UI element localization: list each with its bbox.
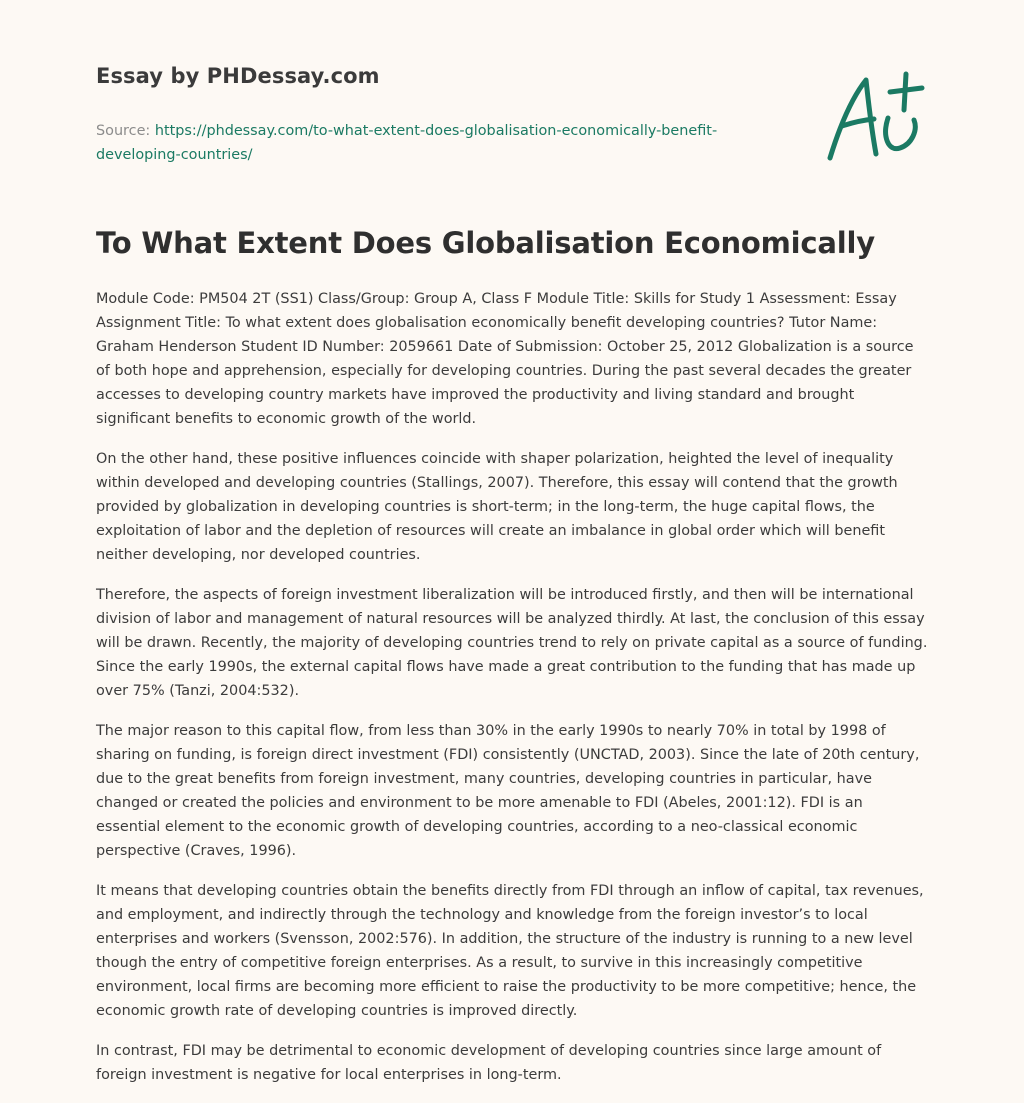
- article-title: To What Extent Does Globalisation Economically: [96, 226, 875, 260]
- logo-hook: [886, 118, 916, 149]
- paragraph: On the other hand, these positive influences coincide with shaper polarization, heighted the level of inequality within developed and developing countries (Stallings, 2007). Therefore, this essay will contend that the growth provided by globalization in developing countries is short-term; in the long-term, the huge capital flows, the exploitation of labor and the depletion of resources will create an imbalance in global order which will benefit neither developing, nor developed countries.: [96, 451, 898, 563]
- a-plus-grade-logo-icon: [822, 70, 926, 166]
- brand-title: Essay by PHDessay.com: [96, 64, 380, 88]
- paragraph: Therefore, the aspects of foreign investment liberalization will be introduced firstly, and then will be international division of labor and management of natural resources will be analyzed thirdly. At last, the conclusion of this essay will be drawn. Recently, the majority of developing countries trend to rely on private capital as a source of funding. Since the early 1990s, the external capital flows have made a great contribution to the funding that has made up over 75% (Tanzi, 2004:532).: [96, 587, 928, 699]
- paragraph: It means that developing countries obtain the benefits directly from FDI through an inflow of capital, tax revenues, and employment, and indirectly through the technology and knowledge from the foreign investor’s to local enterprises and workers (Svensson, 2002:576). In addition, the structure of the industry is running to a new level though the entry of competitive foreign enterprises. As a result, to survive in this increasingly competitive environment, local firms are becoming more efficient to raise the productivity to be more competitive; hence, the economic growth rate of developing countries is improved directly.: [96, 883, 924, 1019]
- source-label: Source:: [96, 123, 155, 139]
- paragraph: Module Code: PM504 2T (SS1) Class/Group: Group A, Class F Module Title: Skills for Study 1 Assessment: Essay Assignment Title: To what extent does globalisation economically benefit developing countries? Tutor Name: Graham Henderson Student ID Number: 2059661 Date of Submission: October 25, 2012 Globalization is a source of both hope and apprehension, especially for developing countries. During the past several decades the greater accesses to developing country markets have improved the productivity and living standard and brought significant benefits to economic growth of the world.: [96, 291, 914, 427]
- paragraph: In contrast, FDI may be detrimental to economic development of developing countries since large amount of foreign investment is negative for local enterprises in long-term.: [96, 1043, 882, 1083]
- article: [96, 226, 928, 1103]
- source-link[interactable]: https://phdessay.com/to-what-extent-does-globalisation-economically-benefit-developing-countries/: [96, 123, 718, 163]
- paragraph: The major reason to this capital flow, from less than 30% in the early 1990s to nearly 70% in total by 1998 of sharing on funding, is foreign direct investment (FDI) consistently (UNCTAD, 2003). Since the late of 20th century, due to the great benefits from foreign investment, many countries, developing countries in particular, have changed or created the policies and environment to be more amenable to FDI (Abeles, 2001:12). FDI is an essential element to the economic growth of developing countries, according to a neo-classical economic perspective (Craves, 1996).: [96, 723, 920, 859]
- page-header: [96, 64, 776, 167]
- source-line: [96, 119, 776, 167]
- logo-plus-horizontal: [890, 88, 922, 92]
